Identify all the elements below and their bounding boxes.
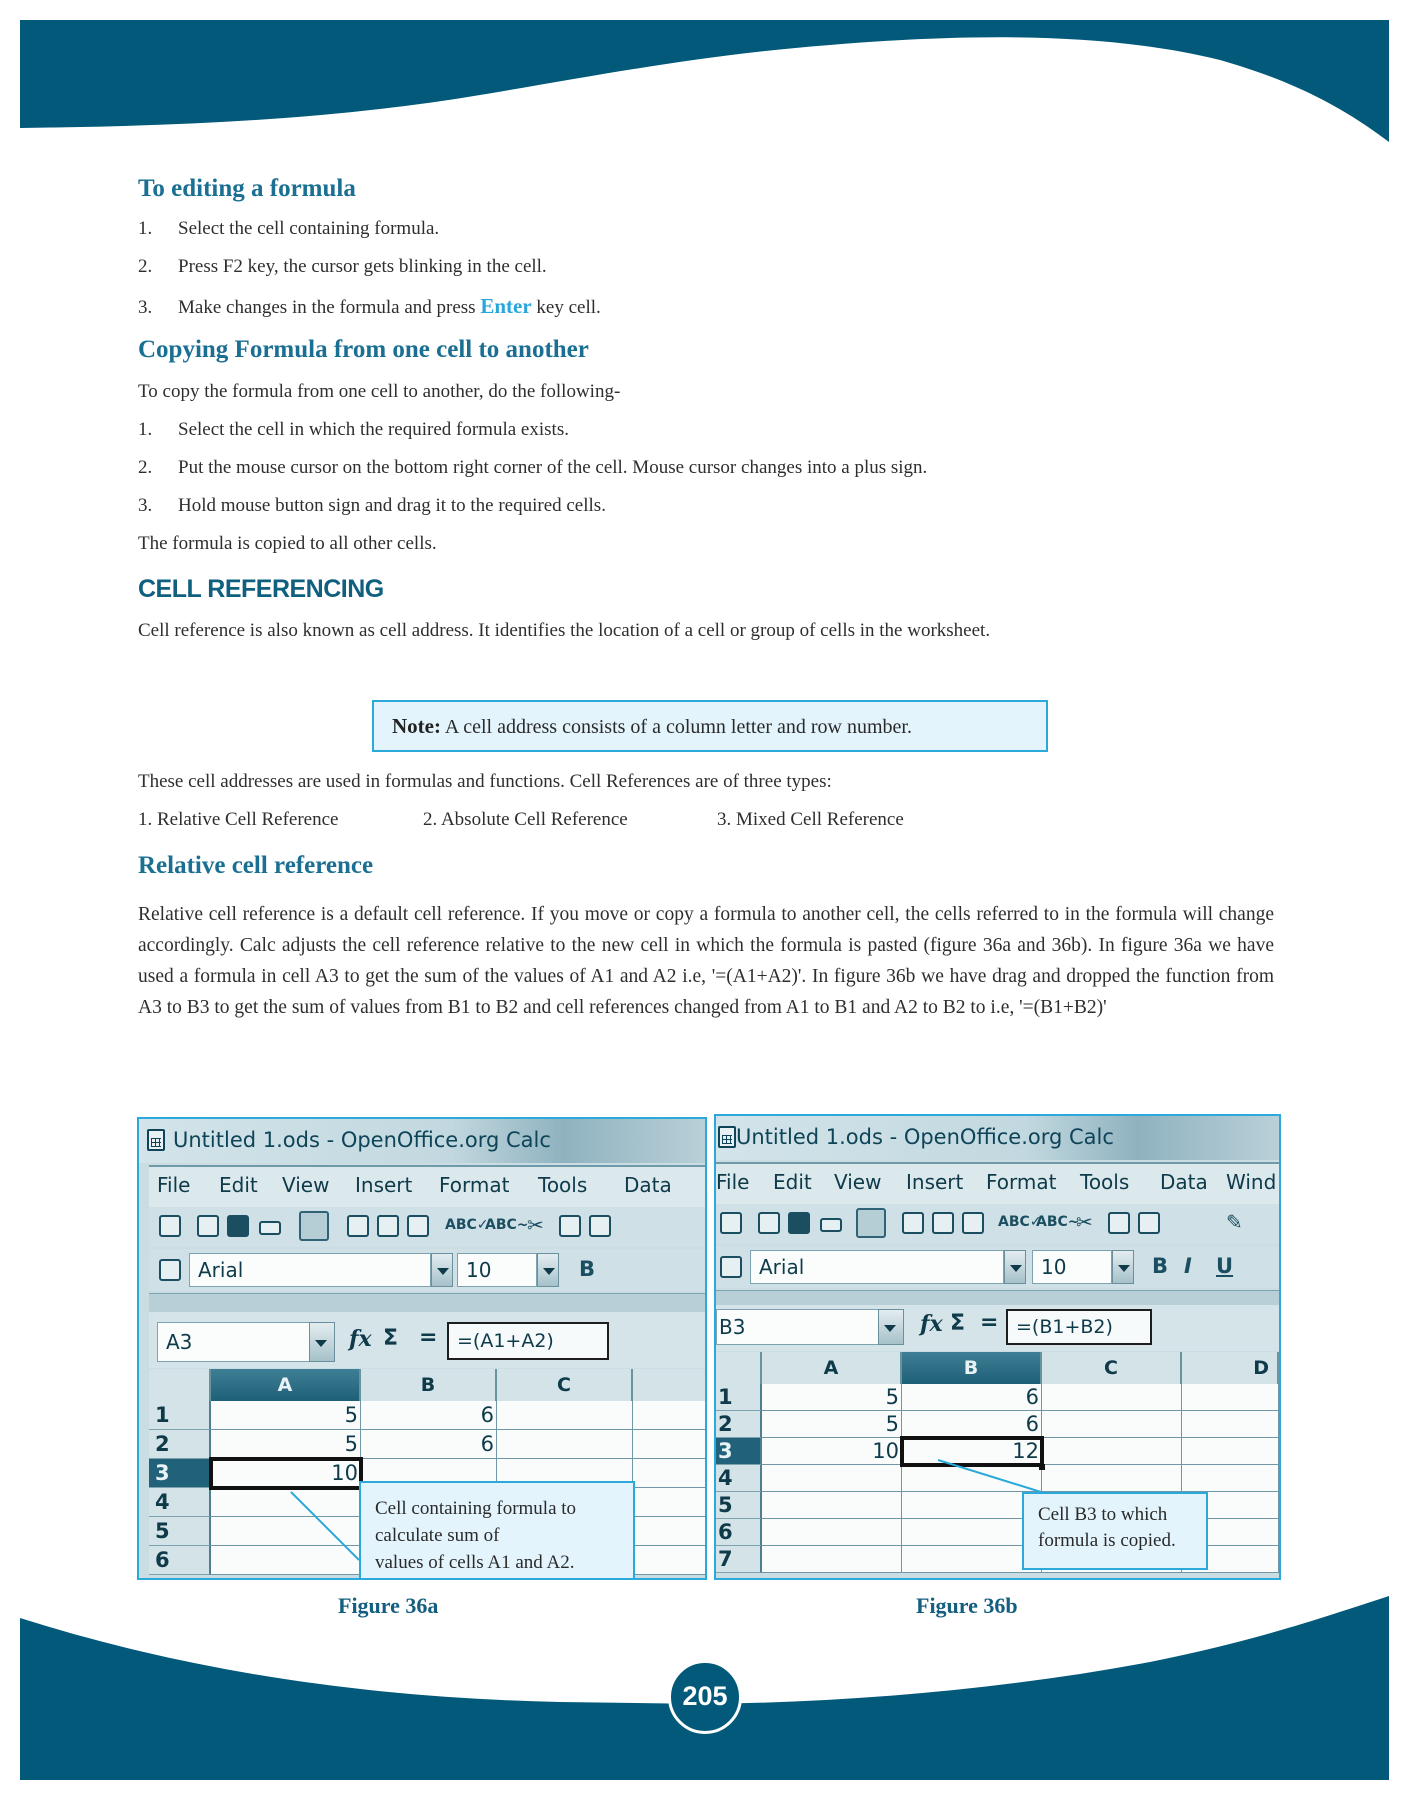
cell-a3[interactable]: 10 xyxy=(211,1459,361,1488)
menu-edit[interactable]: Edit xyxy=(219,1173,258,1197)
row-header-5[interactable]: 5 xyxy=(716,1492,762,1519)
step-text: Select the cell containing formula. xyxy=(178,218,440,239)
cell-ref-intro: Cell reference is also known as cell address. It identifies the location of a cell or group of cells in the worksheet. xyxy=(138,620,991,641)
header-band xyxy=(0,0,1409,150)
menu-data[interactable]: Data xyxy=(624,1173,672,1197)
cell-b1[interactable]: 6 xyxy=(902,1384,1042,1411)
underline-button[interactable]: U xyxy=(1216,1254,1234,1278)
function-wizard-icon[interactable]: fx xyxy=(920,1311,943,1337)
name-box[interactable]: A3 xyxy=(157,1322,333,1362)
row-header-4[interactable]: 4 xyxy=(149,1488,211,1517)
window-title: Untitled 1.ods - OpenOffice.org Calc xyxy=(173,1128,551,1152)
font-size-box[interactable]: 10 xyxy=(1032,1250,1112,1284)
sum-icon[interactable]: Σ xyxy=(383,1326,399,1351)
copy-outro: The formula is copied to all other cells. xyxy=(138,533,437,554)
step-text: Press F2 key, the cursor gets blinking in the cell. xyxy=(178,256,547,277)
step-text: Hold mouse button sign and drag it to the required cells. xyxy=(178,495,606,516)
column-header-d[interactable]: D xyxy=(1182,1352,1279,1384)
row-header-7[interactable]: 7 xyxy=(716,1546,762,1573)
row-header-2[interactable]: 2 xyxy=(716,1411,762,1438)
enter-key-highlight: Enter xyxy=(480,294,532,318)
menu-edit[interactable]: Edit xyxy=(773,1170,812,1194)
bold-button[interactable]: B xyxy=(579,1257,596,1281)
callout-line: formula is copied. xyxy=(1038,1530,1176,1551)
column-header-c[interactable]: C xyxy=(1042,1352,1182,1384)
bold-button[interactable]: B xyxy=(1152,1254,1169,1278)
row-header-6[interactable]: 6 xyxy=(149,1546,211,1575)
column-header-a[interactable]: A xyxy=(211,1369,361,1401)
caption-figure-36b: Figure 36b xyxy=(916,1593,1018,1618)
font-size-box[interactable]: 10 xyxy=(457,1253,537,1287)
edit-step-2 xyxy=(138,256,547,278)
copy-step-3 xyxy=(138,495,606,517)
cut-icon[interactable]: ✂ xyxy=(1076,1210,1093,1234)
note-box xyxy=(372,700,1048,752)
column-header-c[interactable]: C xyxy=(497,1369,633,1401)
step-text: Make changes in the formula and press xyxy=(178,297,481,318)
menu-insert[interactable]: Insert xyxy=(906,1170,964,1194)
cell-a2[interactable]: 5 xyxy=(762,1411,902,1438)
spellcheck-icon[interactable]: ABC✓ xyxy=(998,1214,1042,1230)
types-intro: These cell addresses are used in formulas and functions. Cell References are of three types: xyxy=(138,771,832,792)
font-name-box[interactable]: Arial xyxy=(750,1250,1004,1284)
menu-tools[interactable]: Tools xyxy=(538,1173,588,1197)
function-icon[interactable]: = xyxy=(980,1310,999,1335)
copy-step-1 xyxy=(138,419,569,441)
italic-button[interactable]: I xyxy=(1184,1254,1192,1278)
relative-paragraph: Relative cell reference is a default cell reference. If you move or copy a formula to another cell, the cells referred to in the formula will change accordingly. Calc adjusts the cell reference relative to the new cell in which the formula is pasted (figure 36a and 36b). In figure 36a we have used a formula in cell A3 to get the sum of the values of A1 and A2 i.e, '=(A1+A2)'. In figure 36b we have drag and dropped the function from A3 to B3 to get the sum of values from B1 to B2 and cell references changed from A1 to B1 and A2 to B2 to i.e, '=(B1+B2)' xyxy=(138,904,1274,1018)
column-header-b[interactable]: B xyxy=(361,1369,497,1401)
cell-a3[interactable]: 10 xyxy=(762,1438,902,1465)
row-header-1[interactable]: 1 xyxy=(716,1384,762,1411)
cut-icon[interactable]: ✂ xyxy=(527,1213,544,1237)
callout-line: Cell B3 to which xyxy=(1038,1504,1168,1525)
cell-b2[interactable]: 6 xyxy=(902,1411,1042,1438)
clone-formatting-icon[interactable]: ✎ xyxy=(1226,1210,1243,1234)
menu-format[interactable]: Format xyxy=(986,1170,1057,1194)
formula-input[interactable]: =(B1+B2) xyxy=(1006,1309,1152,1345)
edit-step-3 xyxy=(138,294,601,319)
column-header-a[interactable]: A xyxy=(762,1352,902,1384)
menu-insert[interactable]: Insert xyxy=(355,1173,413,1197)
note-label: Note: xyxy=(392,714,441,738)
menu-window[interactable]: Wind xyxy=(1226,1170,1277,1194)
heading-cell-referencing: CELL REFERENCING xyxy=(138,575,384,603)
name-box[interactable]: B3 xyxy=(716,1309,900,1345)
cell-a1[interactable]: 5 xyxy=(211,1401,361,1430)
autospellcheck-icon[interactable]: ABC~ xyxy=(1036,1214,1080,1230)
column-header-b[interactable]: B xyxy=(902,1352,1042,1384)
step-number: 2. xyxy=(138,256,153,277)
type-relative: 1. Relative Cell Reference xyxy=(138,809,339,830)
spellcheck-icon[interactable]: ABC✓ xyxy=(445,1217,489,1233)
cell-a1[interactable]: 5 xyxy=(762,1384,902,1411)
figure-36a-screenshot xyxy=(137,1117,707,1580)
step-text: Put the mouse cursor on the bottom right corner of the cell. Mouse cursor changes into a plus sign. xyxy=(178,457,928,478)
callout-line: values of cells A1 and A2. xyxy=(375,1552,575,1573)
menu-file[interactable]: File xyxy=(157,1173,191,1197)
step-number: 3. xyxy=(138,495,153,516)
step-number: 3. xyxy=(138,297,153,318)
figure-36b-screenshot xyxy=(714,1114,1281,1580)
type-absolute: 2. Absolute Cell Reference xyxy=(423,809,628,830)
function-wizard-icon[interactable]: fx xyxy=(349,1326,372,1352)
row-header-6[interactable]: 6 xyxy=(716,1519,762,1546)
row-header-2[interactable]: 2 xyxy=(149,1430,211,1459)
caption-figure-36a: Figure 36a xyxy=(338,1593,439,1618)
edit-step-1 xyxy=(138,218,439,240)
step-text: Select the cell in which the required formula exists. xyxy=(178,419,569,440)
menu-view[interactable]: View xyxy=(282,1173,330,1197)
callout-line: Cell containing formula to xyxy=(375,1498,577,1519)
sum-icon[interactable]: Σ xyxy=(950,1311,966,1336)
copy-step-2 xyxy=(138,457,927,479)
cell-b2[interactable]: 6 xyxy=(361,1430,497,1459)
callout-line: calculate sum of xyxy=(375,1525,500,1546)
page-number: 205 xyxy=(668,1660,742,1734)
callout-box-36a xyxy=(359,1481,635,1580)
cell-b1[interactable]: 6 xyxy=(361,1401,497,1430)
heading-relative-cell-reference: Relative cell reference xyxy=(138,852,374,879)
menu-view[interactable]: View xyxy=(834,1170,882,1194)
row-header-3[interactable]: 3 xyxy=(716,1438,762,1465)
step-number: 2. xyxy=(138,457,153,478)
cell-a2[interactable]: 5 xyxy=(211,1430,361,1459)
formula-input[interactable]: =(A1+A2) xyxy=(447,1322,609,1360)
copy-intro: To copy the formula from one cell to another, do the following- xyxy=(138,381,621,402)
callout-box-36b xyxy=(1022,1492,1208,1570)
cell-b3[interactable]: 12 xyxy=(902,1438,1042,1465)
heading-editing-formula: To editing a formula xyxy=(138,175,356,202)
menu-tools[interactable]: Tools xyxy=(1080,1170,1130,1194)
menu-file[interactable]: File xyxy=(716,1170,750,1194)
step-text: key cell. xyxy=(531,297,601,318)
note-text: A cell address consists of a column letter and row number. xyxy=(440,716,912,738)
function-icon[interactable]: = xyxy=(419,1325,438,1350)
menu-format[interactable]: Format xyxy=(439,1173,510,1197)
row-header-1[interactable]: 1 xyxy=(149,1401,211,1430)
heading-copying-formula: Copying Formula from one cell to another xyxy=(138,336,589,363)
font-name-box[interactable]: Arial xyxy=(189,1253,431,1287)
row-header-5[interactable]: 5 xyxy=(149,1517,211,1546)
window-title: Untitled 1.ods - OpenOffice.org Calc xyxy=(736,1125,1114,1149)
type-mixed: 3. Mixed Cell Reference xyxy=(717,809,904,830)
menu-data[interactable]: Data xyxy=(1160,1170,1208,1194)
row-header-3[interactable]: 3 xyxy=(149,1459,211,1488)
autospellcheck-icon[interactable]: ABC~ xyxy=(485,1217,529,1233)
step-number: 1. xyxy=(138,419,153,440)
row-header-4[interactable]: 4 xyxy=(716,1465,762,1492)
step-number: 1. xyxy=(138,218,153,239)
